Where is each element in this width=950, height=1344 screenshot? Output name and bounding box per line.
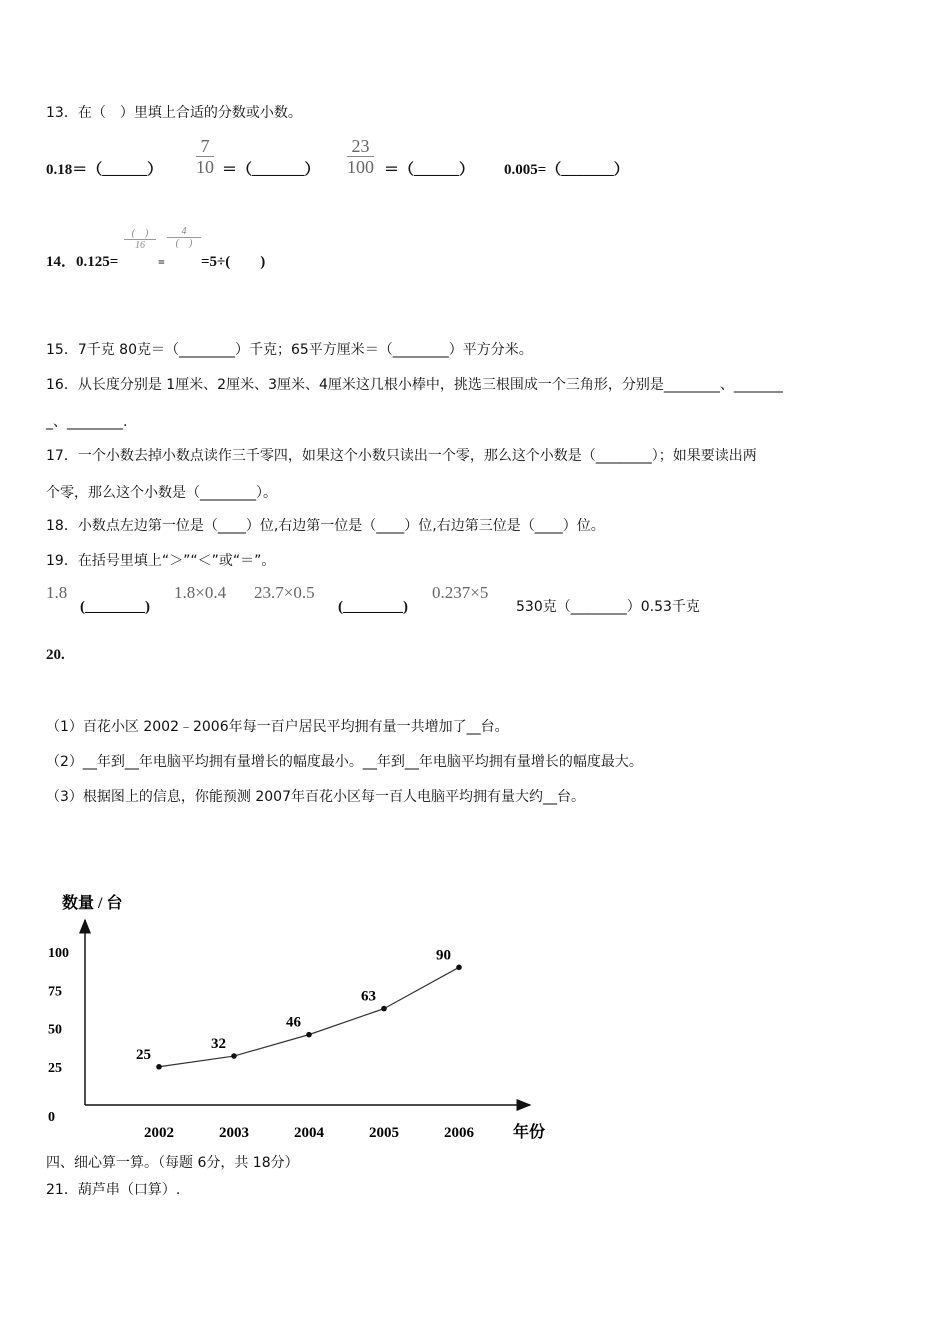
y-tick-label: 75 bbox=[48, 984, 62, 1000]
denominator: 100 bbox=[347, 157, 374, 177]
q14-eq: = bbox=[158, 255, 165, 269]
q15: 15．7千克 80克＝（________）千克；65平方厘米＝（________）平方分米。 bbox=[46, 342, 533, 358]
data-point bbox=[156, 1064, 162, 1070]
q19-blank2: (________) bbox=[338, 599, 408, 615]
data-point bbox=[231, 1053, 237, 1059]
q21: 21．葫芦串（口算）. bbox=[46, 1182, 181, 1198]
q17-line2: 个零，那么这个小数是（________）。 bbox=[46, 485, 277, 501]
numerator: 4 bbox=[167, 226, 201, 238]
q13-f1-rest: ＝（_______） bbox=[222, 162, 320, 178]
numerator: 23 bbox=[347, 136, 374, 157]
q20-p1: （1）百花小区 2002﹣2006年每一百户居民平均拥有量一共增加了__台。 bbox=[46, 719, 509, 735]
y-tick-label: 100 bbox=[48, 946, 69, 961]
data-label: 46 bbox=[286, 1014, 301, 1031]
y-axis-label: 数量 / 台 bbox=[62, 895, 123, 912]
q13-a: 0.18＝（______） bbox=[46, 162, 163, 178]
data-label: 63 bbox=[361, 988, 376, 1005]
line-chart bbox=[0, 880, 600, 1150]
q16-line1: 16．从长度分别是 1厘米、2厘米、3厘米、4厘米这几根小棒中，挑选三根围成一个三角形，分别是________、_______ bbox=[46, 377, 783, 393]
q19-b: 1.8×0.4 bbox=[174, 583, 227, 602]
q14-suffix: =5÷( ) bbox=[201, 254, 266, 270]
data-point bbox=[306, 1032, 312, 1038]
series-line bbox=[159, 967, 459, 1066]
q20-num: 20. bbox=[46, 647, 65, 663]
q20-p3: （3）根据图上的信息，你能预测 2007年百花小区每一百人电脑平均拥有量大约__台。 bbox=[46, 789, 585, 805]
q19-d: 0.237×5 bbox=[432, 583, 489, 602]
q19-blank1: (________) bbox=[80, 599, 150, 615]
data-label: 90 bbox=[436, 947, 451, 964]
q18: 18．小数点左边第一位是（____）位,右边第一位是（____）位,右边第三位是（____）位。 bbox=[46, 518, 605, 534]
q19-e: 530克（________）0.53千克 bbox=[516, 599, 700, 615]
x-tick-label: 2002 bbox=[144, 1125, 174, 1141]
numerator: 7 bbox=[196, 136, 214, 157]
denominator: 16 bbox=[135, 240, 145, 251]
q20-p2: （2）__年到__年电脑平均拥有量增长的幅度最小。__年到__年电脑平均拥有量增长的幅度最大。 bbox=[46, 754, 643, 770]
x-tick-label: 2006 bbox=[444, 1125, 474, 1141]
q14-frac1 bbox=[124, 228, 156, 251]
data-point bbox=[381, 1006, 387, 1012]
y-tick-label: 25 bbox=[48, 1060, 62, 1076]
q19-c: 23.7×0.5 bbox=[254, 583, 315, 602]
data-label: 32 bbox=[211, 1036, 226, 1053]
q17-line1: 17．一个小数去掉小数点读作三千零四，如果这个小数只读出一个零，那么这个小数是（________）；如果要读出两 bbox=[46, 448, 757, 464]
denominator: ( ) bbox=[175, 238, 193, 249]
x-tick-label: 2003 bbox=[219, 1125, 249, 1141]
q19-title: 19．在括号里填上“＞”“＜”或“＝”。 bbox=[46, 553, 276, 569]
q13-frac2 bbox=[347, 136, 374, 177]
x-axis-label: 年份 bbox=[513, 1124, 546, 1141]
q16-line2: _、________. bbox=[46, 414, 128, 430]
numerator: ( ) bbox=[124, 228, 156, 240]
data-point bbox=[456, 965, 462, 971]
x-tick-label: 2005 bbox=[369, 1125, 399, 1141]
q13-f2-rest: ＝（______） bbox=[384, 162, 475, 178]
q13-title: 13．在（ ）里填上合适的分数或小数。 bbox=[46, 105, 302, 121]
section4-heading: 四、细心算一算。（每题 6分，共 18分） bbox=[46, 1155, 299, 1171]
q13-b: 0.005=（_______） bbox=[504, 162, 629, 178]
y-tick-label: 50 bbox=[48, 1022, 62, 1038]
y-tick-label: 0 bbox=[48, 1110, 55, 1125]
q14-frac2 bbox=[167, 226, 201, 249]
q19-a: 1.8 bbox=[46, 583, 68, 602]
q14-prefix: 14．0.125= bbox=[46, 254, 119, 270]
data-label: 25 bbox=[136, 1046, 151, 1063]
x-tick-label: 2004 bbox=[294, 1125, 324, 1141]
q13-frac1 bbox=[196, 136, 214, 177]
denominator: 10 bbox=[196, 157, 214, 177]
